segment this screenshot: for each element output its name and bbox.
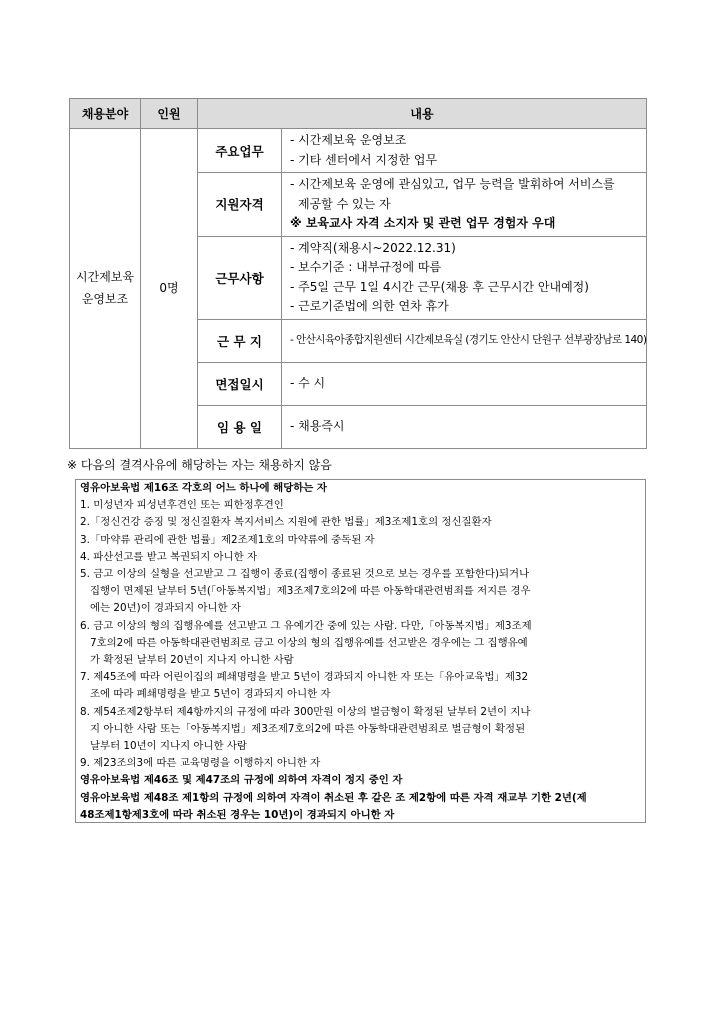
list-item: 가 확정된 날부터 20년이 지나지 아니한 사람 (90, 654, 294, 667)
row-label: 근 무 지 (198, 319, 282, 362)
list-item: 지 아니한 사람 또는「아동복지법」제3조제7호의2에 따른 아동학대관련범죄로 벌금형이 확정된 (90, 722, 526, 735)
category-cell (70, 129, 141, 449)
disqualification-box (75, 479, 646, 823)
recruitment-table (69, 98, 647, 449)
row-content: - 안산시육아종합지원센터 시간제보육실 (경기도 안산시 단원구 선부광장남로 140) (282, 319, 647, 362)
row-content: - 시간제보육 운영보조 - 기타 센터에서 지정한 업무 (282, 129, 647, 173)
list-item: 5. 금고 이상의 실형을 선고받고 그 집행이 종료(집행이 종료된 것으로 보는 경우를 포함한다)되거나 (80, 568, 530, 581)
row-label: 지원자격 (198, 173, 282, 237)
list-item: 8. 제54조제2항부터 제4항까지의 규정에 따라 300만원 이상의 벌금형이 확정된 날부터 2년이 지나 (80, 705, 531, 718)
list-item: 4. 파산선고를 받고 복권되지 아니한 자 (80, 550, 257, 563)
list-item: 1. 미성년자 피성년후견인 또는 피한정후견인 (80, 499, 284, 512)
count-cell: 0명 (141, 129, 198, 449)
list-item: 3.「마약류 관리에 관한 법률」제2조제1호의 마약류에 중독된 자 (80, 533, 375, 546)
list-item: 48조제1항제3호에 따라 취소된 경우는 10년)이 경과되지 아니한 자 (80, 808, 395, 821)
header-field: 채용분야 (70, 99, 141, 129)
list-item: 9. 제23조의3에 따른 교육명령을 이행하지 아니한 자 (80, 757, 321, 770)
list-item: 집행이 면제된 날부터 5년(「아동복지법」제3조제7호의2에 따른 아동학대관련범죄를 저지른 경우 (90, 585, 531, 598)
list-item: 조에 따라 폐쇄명령을 받고 5년이 경과되지 아니한 자 (90, 688, 331, 701)
row-content: - 채용즉시 (282, 405, 647, 448)
list-item: 영유아보육법 제46조 및 제47조의 규정에 의하여 자격이 정지 중인 자 (80, 774, 403, 787)
category-line: 시간제보육 (76, 270, 134, 285)
category-line: 운영보조 (81, 292, 129, 307)
list-item: 에는 20년)이 경과되지 아니한 자 (90, 602, 241, 615)
list-item: 2.「정신건강 증징 및 정신질환자 복지서비스 지원에 관한 법률」제3조제1호의 정신질환자 (80, 516, 492, 529)
row-content: - 계약직(채용시~2022.12.31) - 보수기준 : 내부규정에 따름 - 주5일 근무 1일 4시간 근무(채용 후 근무시간 안내예정) - 근로기준법에 의한 연차 휴가 (282, 236, 647, 319)
list-item: 7호의2에 따른 아동학대관련범죄로 금고 이상의 형의 집행유예를 선고받은 경우에는 그 집행유예 (90, 636, 528, 649)
list-item: 날부터 10년이 지나지 아니한 사람 (90, 740, 247, 753)
table-header-row (70, 99, 647, 129)
header-content: 내용 (198, 99, 647, 129)
row-label: 면접일시 (198, 362, 282, 405)
row-content: - 시간제보육 운영에 관심있고, 업무 능력을 발휘하여 서비스를 제공할 수 있는 자 ※ 보육교사 자격 소지자 및 관련 업무 경험자 우대 (282, 173, 647, 237)
row-label: 임 용 일 (198, 405, 282, 448)
row-label: 주요업무 (198, 129, 282, 173)
list-item: 영유아보육법 제16조 각호의 어느 하나에 해당하는 자 (80, 482, 327, 494)
header-count: 인원 (141, 99, 198, 129)
row-content: - 수 시 (282, 362, 647, 405)
disqualification-notice: ※ 다음의 결격사유에 해당하는 자는 채용하지 않음 (67, 458, 332, 472)
table-row (70, 129, 647, 173)
list-item: 7. 제45조에 따라 어린이집의 폐쇄명령을 받고 5년이 경과되지 아니한 자 또는「유아교육법」제32 (80, 671, 529, 684)
row-label: 근무사항 (198, 236, 282, 319)
list-item: 영유아보육법 제48조 제1항의 규정에 의하여 자격이 취소된 후 같은 조 제2항에 따른 자격 재교부 기한 2년(제 (80, 791, 587, 804)
list-item: 6. 금고 이상의 형의 집행유예를 선고받고 그 유예기간 중에 있는 사람. 다만,「아동복지법」제3조제 (80, 619, 532, 632)
